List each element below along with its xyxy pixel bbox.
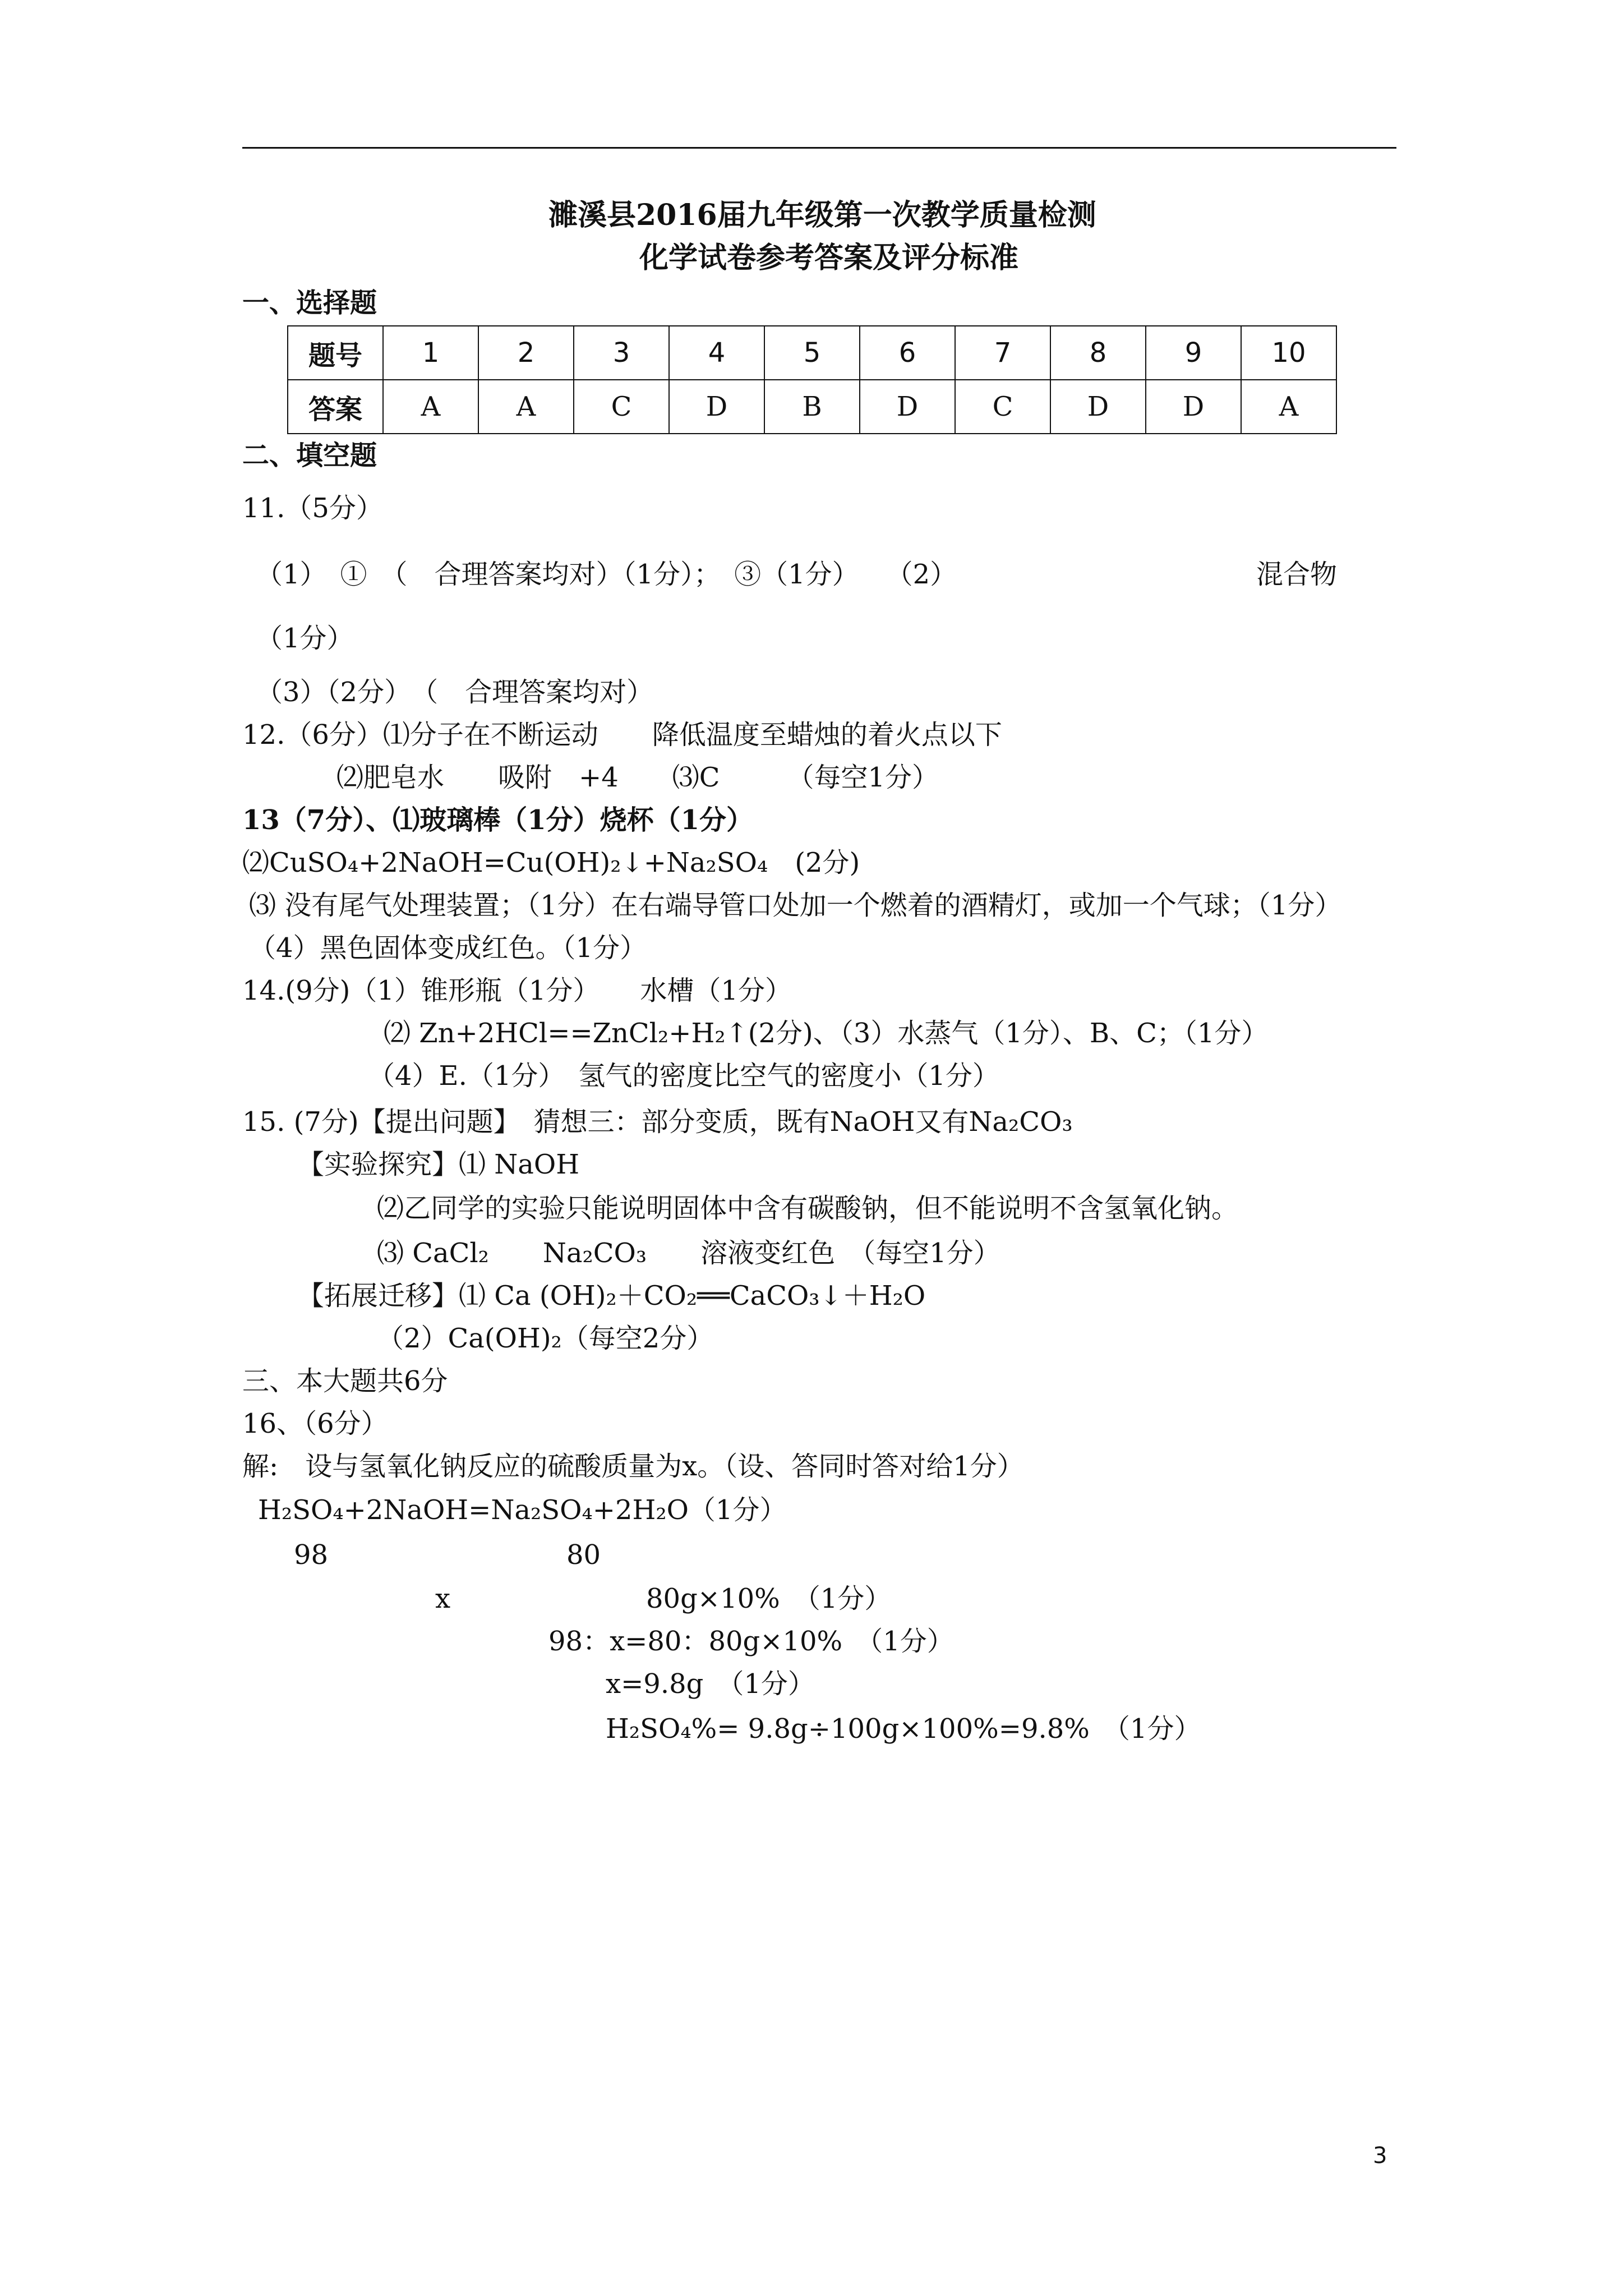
table-cell: 3 xyxy=(574,326,669,380)
table-row xyxy=(288,326,1336,380)
table-row xyxy=(288,380,1336,434)
text-line: （1分） xyxy=(256,623,354,654)
table-cell: 9 xyxy=(1146,326,1241,380)
text-line: 16、（6分） xyxy=(242,1408,388,1439)
text-line: H₂SO₄+2NaOH=Na₂SO₄+2H₂O（1分） xyxy=(258,1494,787,1526)
section2-heading: 二、填空题 xyxy=(242,440,377,471)
table-cell: 2 xyxy=(478,326,574,380)
page-number: 3 xyxy=(1373,2143,1387,2169)
text-line: 14.(9分)（1）锥形瓶（1分） 水槽（1分） xyxy=(242,975,792,1006)
text-line: 【拓展迁移】⑴ Ca (OH)₂＋CO₂══CaCO₃↓＋H₂O xyxy=(297,1280,926,1312)
text-line: ⑵ Zn+2HCl==ZnCl₂+H₂↑(2分)、（3）水蒸气（1分）、B、C；（1分） xyxy=(384,1018,1269,1049)
table-cell: D xyxy=(1050,380,1146,434)
table-cell: 8 xyxy=(1050,326,1146,380)
text-line: （3）（2分） （ 合理答案均对） xyxy=(256,677,654,708)
section1-heading: 一、选择题 xyxy=(242,287,377,319)
table-cell: A xyxy=(478,380,574,434)
text-line: 15. (7分)【提出问题】 猜想三：部分变质，既有NaOH又有Na₂CO₃ xyxy=(242,1106,1073,1138)
table-cell: C xyxy=(955,380,1050,434)
table-cell: 10 xyxy=(1241,326,1336,380)
answer-table xyxy=(287,325,1337,434)
text-line: 80g×10% （1分） xyxy=(646,1583,892,1614)
text-line: ⑵肥皂水 吸附 +4 ⑶C （每空1分） xyxy=(336,762,939,793)
table-cell: B xyxy=(764,380,860,434)
table-cell: D xyxy=(860,380,955,434)
table-cell: C xyxy=(574,380,669,434)
text-line: x=9.8g （1分） xyxy=(606,1668,815,1700)
table-cell: A xyxy=(383,380,478,434)
text-line: ⑵乙同学的实验只能说明固体中含有碳酸钠，但不能说明不含氢氧化钠。 xyxy=(377,1193,1239,1224)
text-line: （4）E.（1分） 氢气的密度比空气的密度小（1分） xyxy=(368,1060,999,1092)
table-cell: D xyxy=(669,380,764,434)
table-cell: 7 xyxy=(955,326,1050,380)
header-rule xyxy=(242,147,1396,149)
text-line: 11.（5分） xyxy=(242,493,383,524)
text-line: 13（7分）、⑴玻璃棒（1分）烧杯（1分） xyxy=(242,804,753,836)
text-line: （2）Ca(OH)₂（每空2分） xyxy=(377,1323,714,1354)
text-line: x xyxy=(435,1583,451,1614)
text-line: 80 xyxy=(566,1539,601,1571)
doc-title: 濉溪县2016届九年级第一次教学质量检测 xyxy=(548,198,1096,232)
table-cell: D xyxy=(1146,380,1241,434)
text-line: ⑶ CaCl₂ Na₂CO₃ 溶液变红色 （每空1分） xyxy=(377,1237,1000,1269)
section3-heading: 三、本大题共6分 xyxy=(242,1365,448,1397)
text-line: ⑶ 没有尾气处理装置；（1分）在右端导管口处加一个燃着的酒精灯，或加一个气球；（1分） xyxy=(249,890,1342,921)
doc-subtitle: 化学试卷参考答案及评分标准 xyxy=(639,241,1019,275)
text-line: H₂SO₄%= 9.8g÷100g×100%=9.8% （1分） xyxy=(606,1713,1201,1745)
text-line: ⑵CuSO₄+2NaOH=Cu(OH)₂↓+Na₂SO₄ (2分) xyxy=(242,847,860,878)
text-line: 解: 设与氢氧化钠反应的硫酸质量为x。（设、答同时答对给1分） xyxy=(242,1451,1024,1482)
text-line: 98：x=80：80g×10% （1分） xyxy=(548,1626,954,1657)
table-cell: 6 xyxy=(860,326,955,380)
text-line: （4）黑色固体变成红色。（1分） xyxy=(249,932,647,964)
row-header-answer: 答案 xyxy=(288,380,383,434)
text-line: 12.（6分）⑴分子在不断运动 降低温度至蜡烛的着火点以下 xyxy=(242,719,1002,751)
table-cell: A xyxy=(1241,380,1336,434)
text-line: 98 xyxy=(294,1539,329,1571)
text-line: 【实验探究】⑴ NaOH xyxy=(297,1149,580,1180)
table-cell: 5 xyxy=(764,326,860,380)
table-cell: 1 xyxy=(383,326,478,380)
table-cell: 4 xyxy=(669,326,764,380)
text-line: （1） ① （ 合理答案均对）（1分）； ③（1分） （2） xyxy=(256,559,957,590)
row-header-number: 题号 xyxy=(288,326,383,380)
text-line: 混合物 xyxy=(1256,559,1338,590)
